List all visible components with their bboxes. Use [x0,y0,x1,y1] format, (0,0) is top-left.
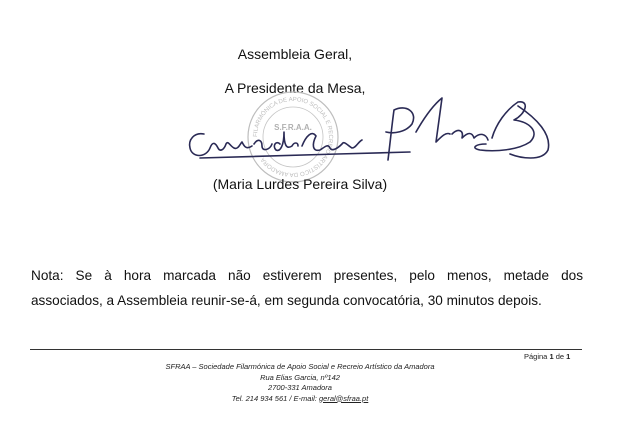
page-of: de [553,352,567,361]
footer-divider [30,349,582,350]
handwritten-signature [180,88,560,184]
assembly-label: Assembleia Geral, [237,46,353,62]
page-prefix: Página [524,352,550,361]
page-total: 1 [566,352,571,361]
page-current: 1 [549,352,554,361]
president-label: A Presidente da Mesa, [224,80,366,96]
stamp-ring-text: FILARMÓNICA DE APOIO SOCIAL E RECREIO ARTÍSTICO DA AMADORA [252,96,334,178]
footer-street: Rua Elias Garcia, nº142 [260,372,340,382]
note-line-1: Nota: Se à hora marcada não estiverem presentes, pelo menos, metade dos [31,268,583,283]
note-line-2: associados, a Assembleia reunir-se-á, em segunda convocatória, 30 minutos depois. [31,293,542,308]
signer-name: (Maria Lurdes Pereira Silva) [212,176,388,192]
footer-email-link[interactable]: geral@sfraa.pt [318,393,369,403]
note-paragraph [31,263,583,313]
page-number [524,352,570,361]
footer-address [150,362,450,404]
footer-postal: 2700-331 Amadora [268,383,332,392]
footer-contact [150,394,450,405]
footer-phone: Tel. 214 934 561 / E-mail: [231,393,319,403]
stamp-center-text: S.F.R.A.A. [274,123,312,132]
footer-org-name: SFRAA – Sociedade Filarmónica de Apoio Social e Recreio Artístico da Amadora [165,362,435,371]
